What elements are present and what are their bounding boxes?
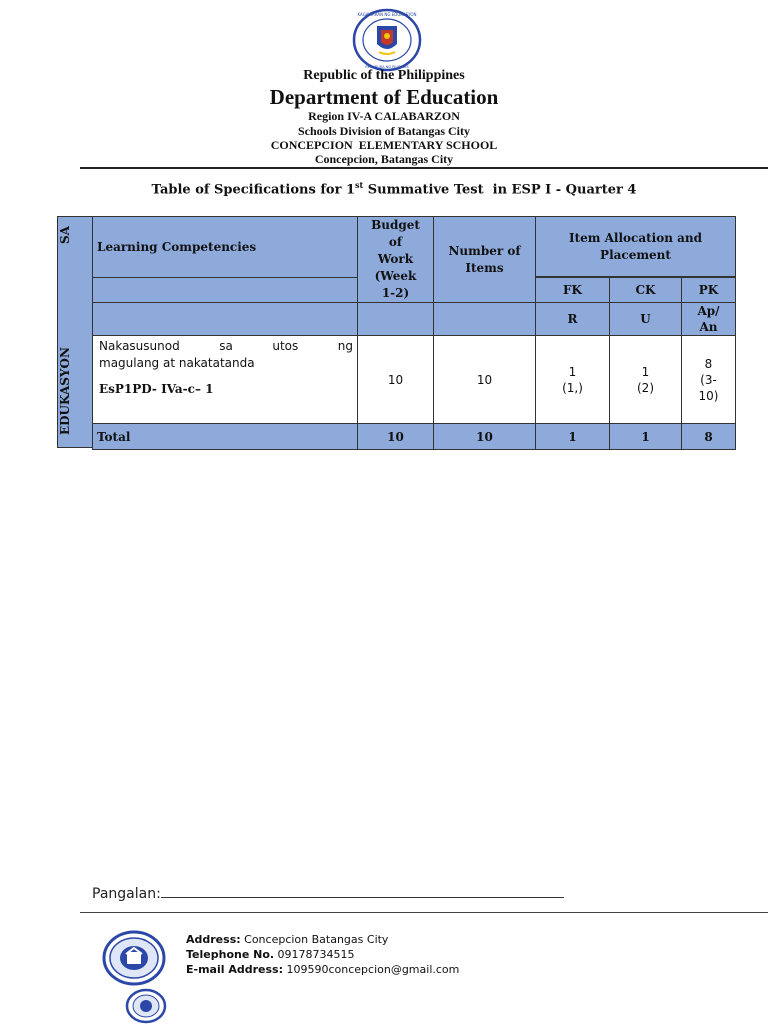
school-address-heading: Concepcion, Batangas City xyxy=(314,152,454,166)
name-field xyxy=(92,884,582,902)
header-competencies-blank xyxy=(93,278,358,303)
header-competencies-blank-2 xyxy=(93,303,358,336)
department-heading: Department of Education xyxy=(269,85,499,109)
seal-text-top: KAGAWARAN NG EDUKASYON xyxy=(357,12,417,17)
header-fk: FK xyxy=(536,278,610,303)
budget-value: 10 xyxy=(358,336,434,424)
header-divider xyxy=(80,167,768,169)
footer-telephone: Telephone No. 09178734515 xyxy=(186,948,355,961)
header-budget: Budget of Work (Week 1-2) xyxy=(358,217,434,303)
footer-address: Address: Concepcion Batangas City xyxy=(186,933,389,946)
header-number-of-items: Number of Items xyxy=(434,217,536,303)
deped-seal-icon xyxy=(351,8,423,72)
total-row xyxy=(93,424,736,450)
header-items-blank xyxy=(434,303,536,336)
deped-footer-logo-icon xyxy=(125,988,167,1024)
division-heading: Schools Division of Batangas City xyxy=(297,124,471,138)
side-label-bottom: EDUKASYON xyxy=(58,347,72,435)
document-title: Table of Specifications for 1st Summative Test in ESP I - Quarter 4 xyxy=(151,180,637,198)
seal-text-bottom: REPUBLIKA NG PILIPINAS xyxy=(365,65,409,69)
total-items: 10 xyxy=(434,424,536,450)
school-logo-icon xyxy=(102,930,166,986)
school-heading: CONCEPCION ELEMENTARY SCHOOL xyxy=(270,138,498,152)
footer-divider xyxy=(80,912,768,913)
footer-email: E-mail Address: 109590concepcion@gmail.com xyxy=(186,963,460,976)
competency-line-2: magulang at nakatatanda xyxy=(99,356,255,370)
specifications-table xyxy=(92,216,736,450)
header-u: U xyxy=(610,303,682,336)
republic-heading: Republic of the Philippines xyxy=(303,68,465,83)
competency-cell xyxy=(93,336,358,424)
region-heading: Region IV-A CALABARZON xyxy=(308,109,460,123)
header-competencies: Learning Competencies xyxy=(93,217,358,278)
header-apan: Ap/ An xyxy=(682,303,736,336)
competency-code: EsP1PD- IVa-c– 1 xyxy=(99,382,214,396)
header-r: R xyxy=(536,303,610,336)
items-value: 10 xyxy=(434,336,536,424)
pk-value: 8 (3- 10) xyxy=(682,336,736,424)
fk-value: 1 (1,) xyxy=(536,336,610,424)
table-row xyxy=(93,336,736,424)
total-pk: 8 xyxy=(682,424,736,450)
name-blank-line xyxy=(161,884,564,898)
total-budget: 10 xyxy=(358,424,434,450)
footer-contact xyxy=(186,932,459,977)
header-item-allocation: Item Allocation and Placement xyxy=(536,217,736,277)
side-label-top: SA xyxy=(58,226,72,244)
total-label: Total xyxy=(93,424,358,450)
header-ck: CK xyxy=(610,278,682,303)
competency-line-1: Nakasusunod sa utos ng xyxy=(99,339,353,353)
side-subject-strip xyxy=(57,216,93,448)
ck-value: 1 (2) xyxy=(610,336,682,424)
header-budget-blank xyxy=(358,303,434,336)
name-label: Pangalan: xyxy=(92,886,161,902)
header-pk: PK xyxy=(682,278,736,303)
total-ck: 1 xyxy=(610,424,682,450)
total-fk: 1 xyxy=(536,424,610,450)
